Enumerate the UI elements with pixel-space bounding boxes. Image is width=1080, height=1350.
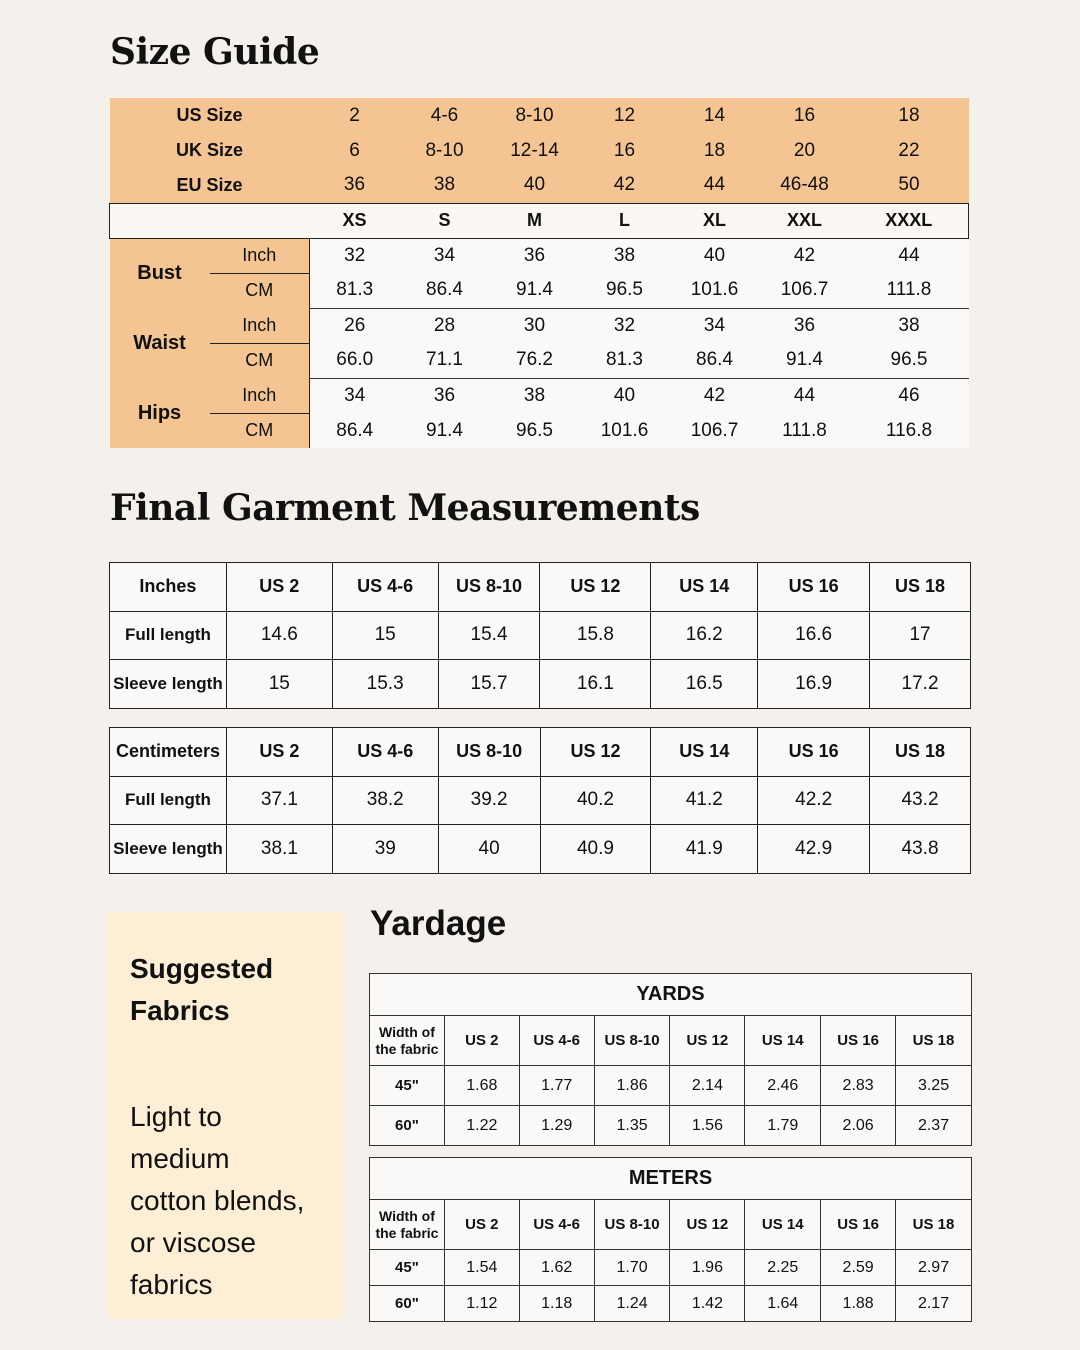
cell: 14 [670,98,760,133]
garment-title: Final Garment Measurements [110,487,700,529]
cell: 111.8 [760,413,850,448]
cell: 28 [400,308,490,343]
cell: XXL [760,203,850,238]
cell: 76.2 [490,343,580,378]
cell: 86.4 [400,273,490,308]
cell: M [490,203,580,238]
cell: 15.7 [438,660,540,709]
cell: 1.68 [444,1066,519,1106]
cell: 1.12 [444,1286,519,1322]
empty-cell [110,203,310,238]
cell: 71.1 [400,343,490,378]
cell: 42.9 [758,825,870,874]
caption-row [370,974,972,1016]
cell: 2.46 [745,1066,821,1106]
cell: 2.17 [896,1286,972,1322]
waist-cm-row [110,343,969,378]
cell: 1.18 [519,1286,594,1322]
width-header-line: the fabric [375,1040,439,1057]
table-row [370,1250,972,1286]
cell: 46 [850,378,969,413]
cell: 14.6 [226,611,332,660]
cell: 40.2 [540,776,651,825]
cell: 44 [760,378,850,413]
unit-header: Inches [110,563,227,612]
cell: 106.7 [760,273,850,308]
table-row [370,1286,972,1322]
cell: 15 [332,611,438,660]
cell: 1.64 [745,1286,821,1322]
fabrics-title [130,948,322,1032]
fabrics-desc-line: medium [130,1143,230,1174]
size-header: US 8-10 [594,1200,670,1250]
fabrics-desc-line: Light to [130,1101,222,1132]
unit-label: Inch [210,238,310,273]
cell: 15 [226,660,332,709]
table-caption: YARDS [370,974,972,1016]
size-header: US 8-10 [438,728,540,777]
cell: 16 [760,98,850,133]
row-label: Full length [110,776,227,825]
hips-cm-row [110,413,969,448]
size-header: US 4-6 [519,1016,594,1066]
cell: 4-6 [400,98,490,133]
row-label: Sleeve length [110,660,227,709]
meters-table [369,1157,972,1322]
cell: 86.4 [310,413,400,448]
cell: 81.3 [580,343,670,378]
eu-size-row [110,168,969,203]
fabrics-title-line: Suggested [130,953,274,984]
size-header: US 18 [870,563,971,612]
cell: 30 [490,308,580,343]
cell: 15.4 [438,611,540,660]
waist-inch-row [110,308,969,343]
cell: 18 [670,133,760,168]
group-label: Bust [110,238,210,308]
cell: 36 [760,308,850,343]
cell: 15.3 [332,660,438,709]
cell: 40 [670,238,760,273]
cell: 16 [580,133,670,168]
cell: XS [310,203,400,238]
size-header: US 14 [651,563,758,612]
cell: 42 [760,238,850,273]
bust-cm-row [110,273,969,308]
cell: S [400,203,490,238]
size-header: US 12 [670,1016,745,1066]
size-header: US 18 [896,1016,972,1066]
header-row [370,1200,972,1250]
size-header: US 4-6 [332,563,438,612]
cell: 1.79 [745,1106,821,1146]
header-row [110,563,971,612]
size-header: US 16 [758,563,870,612]
cell: 42.2 [758,776,870,825]
unit-label: CM [210,343,310,378]
cell: 34 [670,308,760,343]
cell: 1.70 [594,1250,670,1286]
row-label: Full length [110,611,227,660]
caption-row [370,1158,972,1200]
row-label: 45" [370,1250,445,1286]
cell: 106.7 [670,413,760,448]
size-header: US 18 [896,1200,972,1250]
size-header: US 14 [651,728,758,777]
size-header: US 14 [745,1016,821,1066]
row-label: UK Size [110,133,310,168]
cell: 2.83 [821,1066,896,1106]
cell: 40.9 [540,825,651,874]
unit-label: CM [210,413,310,448]
cell: 2.14 [670,1066,745,1106]
cell: L [580,203,670,238]
header-row [110,728,971,777]
cell: 34 [310,378,400,413]
size-header: US 2 [444,1200,519,1250]
group-label: Hips [110,378,210,448]
cell: 16.9 [758,660,870,709]
cell: 43.2 [870,776,971,825]
cell: 16.6 [758,611,870,660]
fabrics-desc-line: fabrics [130,1269,213,1300]
cell: 2.97 [896,1250,972,1286]
cell: 2.59 [821,1250,896,1286]
size-header: US 16 [758,728,870,777]
cell: 38 [490,378,580,413]
size-header: US 18 [870,728,971,777]
cell: 111.8 [850,273,969,308]
cell: 116.8 [850,413,969,448]
width-header-line: Width of [379,1023,435,1040]
cell: 17.2 [870,660,971,709]
cell: 16.1 [540,660,651,709]
size-header: US 12 [540,728,651,777]
cell: 38 [580,238,670,273]
cell: 1.86 [594,1066,670,1106]
cell: 91.4 [400,413,490,448]
cell: 39.2 [438,776,540,825]
sleeve-length-row [110,660,971,709]
size-header: US 8-10 [594,1016,670,1066]
cell: 86.4 [670,343,760,378]
yardage-title: Yardage [370,904,507,943]
cell: 101.6 [670,273,760,308]
cell: 96.5 [490,413,580,448]
width-header [370,1016,445,1066]
cell: 43.8 [870,825,971,874]
cell: 1.22 [444,1106,519,1146]
row-label: US Size [110,98,310,133]
cell: 36 [490,238,580,273]
row-label: 60" [370,1286,445,1322]
table-row [370,1066,972,1106]
cell: 96.5 [580,273,670,308]
hips-inch-row [110,378,969,413]
cell: 8-10 [490,98,580,133]
header-row [370,1016,972,1066]
cell: XXXL [850,203,969,238]
cell: 42 [670,378,760,413]
cell: 15.8 [540,611,651,660]
size-header: US 12 [540,563,651,612]
cell: 1.29 [519,1106,594,1146]
size-guide-title: Size Guide [110,31,320,73]
cell: 36 [310,168,400,203]
cell: 44 [850,238,969,273]
row-label: EU Size [110,168,310,203]
size-header: US 4-6 [332,728,438,777]
cell: 40 [438,825,540,874]
size-header: US 8-10 [438,563,540,612]
cell: 37.1 [226,776,332,825]
cell: 2.37 [896,1106,972,1146]
cell: 6 [310,133,400,168]
cell: 34 [400,238,490,273]
bust-inch-row [110,238,969,273]
cell: 38 [850,308,969,343]
cell: 44 [670,168,760,203]
cell: 41.9 [651,825,758,874]
size-header: US 14 [745,1200,821,1250]
cell: 20 [760,133,850,168]
fabrics-desc-line: or viscose [130,1227,257,1258]
cell: 96.5 [850,343,969,378]
cell: 3.25 [896,1066,972,1106]
sleeve-length-row [110,825,971,874]
cell: 38.2 [332,776,438,825]
cell: 46-48 [760,168,850,203]
cell: 12 [580,98,670,133]
cell: 17 [870,611,971,660]
cell: 66.0 [310,343,400,378]
size-guide-table [109,98,969,448]
cell: 36 [400,378,490,413]
cell: 1.77 [519,1066,594,1106]
cell: 1.35 [594,1106,670,1146]
cell: 41.2 [651,776,758,825]
size-header: US 2 [226,728,332,777]
unit-label: Inch [210,378,310,413]
cell: 38 [400,168,490,203]
cell: 1.88 [821,1286,896,1322]
width-header [370,1200,445,1250]
cell: 1.42 [670,1286,745,1322]
row-label: Sleeve length [110,825,227,874]
width-header-line: the fabric [375,1224,439,1241]
cell: 40 [490,168,580,203]
cell: 8-10 [400,133,490,168]
us-size-row [110,98,969,133]
cell: 26 [310,308,400,343]
size-header: US 2 [444,1016,519,1066]
size-header: US 16 [821,1016,896,1066]
cell: 101.6 [580,413,670,448]
cell: 42 [580,168,670,203]
cell: 38.1 [226,825,332,874]
yards-table [369,973,972,1146]
garment-inches-table [109,562,971,709]
cell: 32 [580,308,670,343]
cell: 22 [850,133,969,168]
row-label: 60" [370,1106,445,1146]
fabrics-desc-line: cotton blends, [130,1185,305,1216]
cell: 91.4 [490,273,580,308]
uk-size-row [110,133,969,168]
size-header: US 4-6 [519,1200,594,1250]
cell: 1.54 [444,1250,519,1286]
full-length-row [110,611,971,660]
width-header-line: Width of [379,1207,435,1224]
full-length-row [110,776,971,825]
suggested-fabrics-panel [108,912,344,1319]
cell: 1.56 [670,1106,745,1146]
group-label: Waist [110,308,210,378]
row-label: 45" [370,1066,445,1106]
cell: 32 [310,238,400,273]
cell: 1.62 [519,1250,594,1286]
unit-label: Inch [210,308,310,343]
table-row [370,1106,972,1146]
cell: 1.96 [670,1250,745,1286]
cell: 12-14 [490,133,580,168]
unit-label: CM [210,273,310,308]
fabrics-title-line: Fabrics [130,995,230,1026]
cell: 91.4 [760,343,850,378]
cell: 81.3 [310,273,400,308]
cell: 16.2 [651,611,758,660]
cell: 16.5 [651,660,758,709]
size-header: US 12 [670,1200,745,1250]
cell: 50 [850,168,969,203]
cell: 39 [332,825,438,874]
letter-size-row [110,203,969,238]
cell: 2 [310,98,400,133]
table-caption: METERS [370,1158,972,1200]
garment-cm-table [109,727,971,874]
cell: XL [670,203,760,238]
size-header: US 16 [821,1200,896,1250]
cell: 2.25 [745,1250,821,1286]
cell: 1.24 [594,1286,670,1322]
cell: 40 [580,378,670,413]
size-header: US 2 [226,563,332,612]
cell: 18 [850,98,969,133]
fabrics-description [130,1096,322,1306]
cell: 2.06 [821,1106,896,1146]
unit-header: Centimeters [110,728,227,777]
